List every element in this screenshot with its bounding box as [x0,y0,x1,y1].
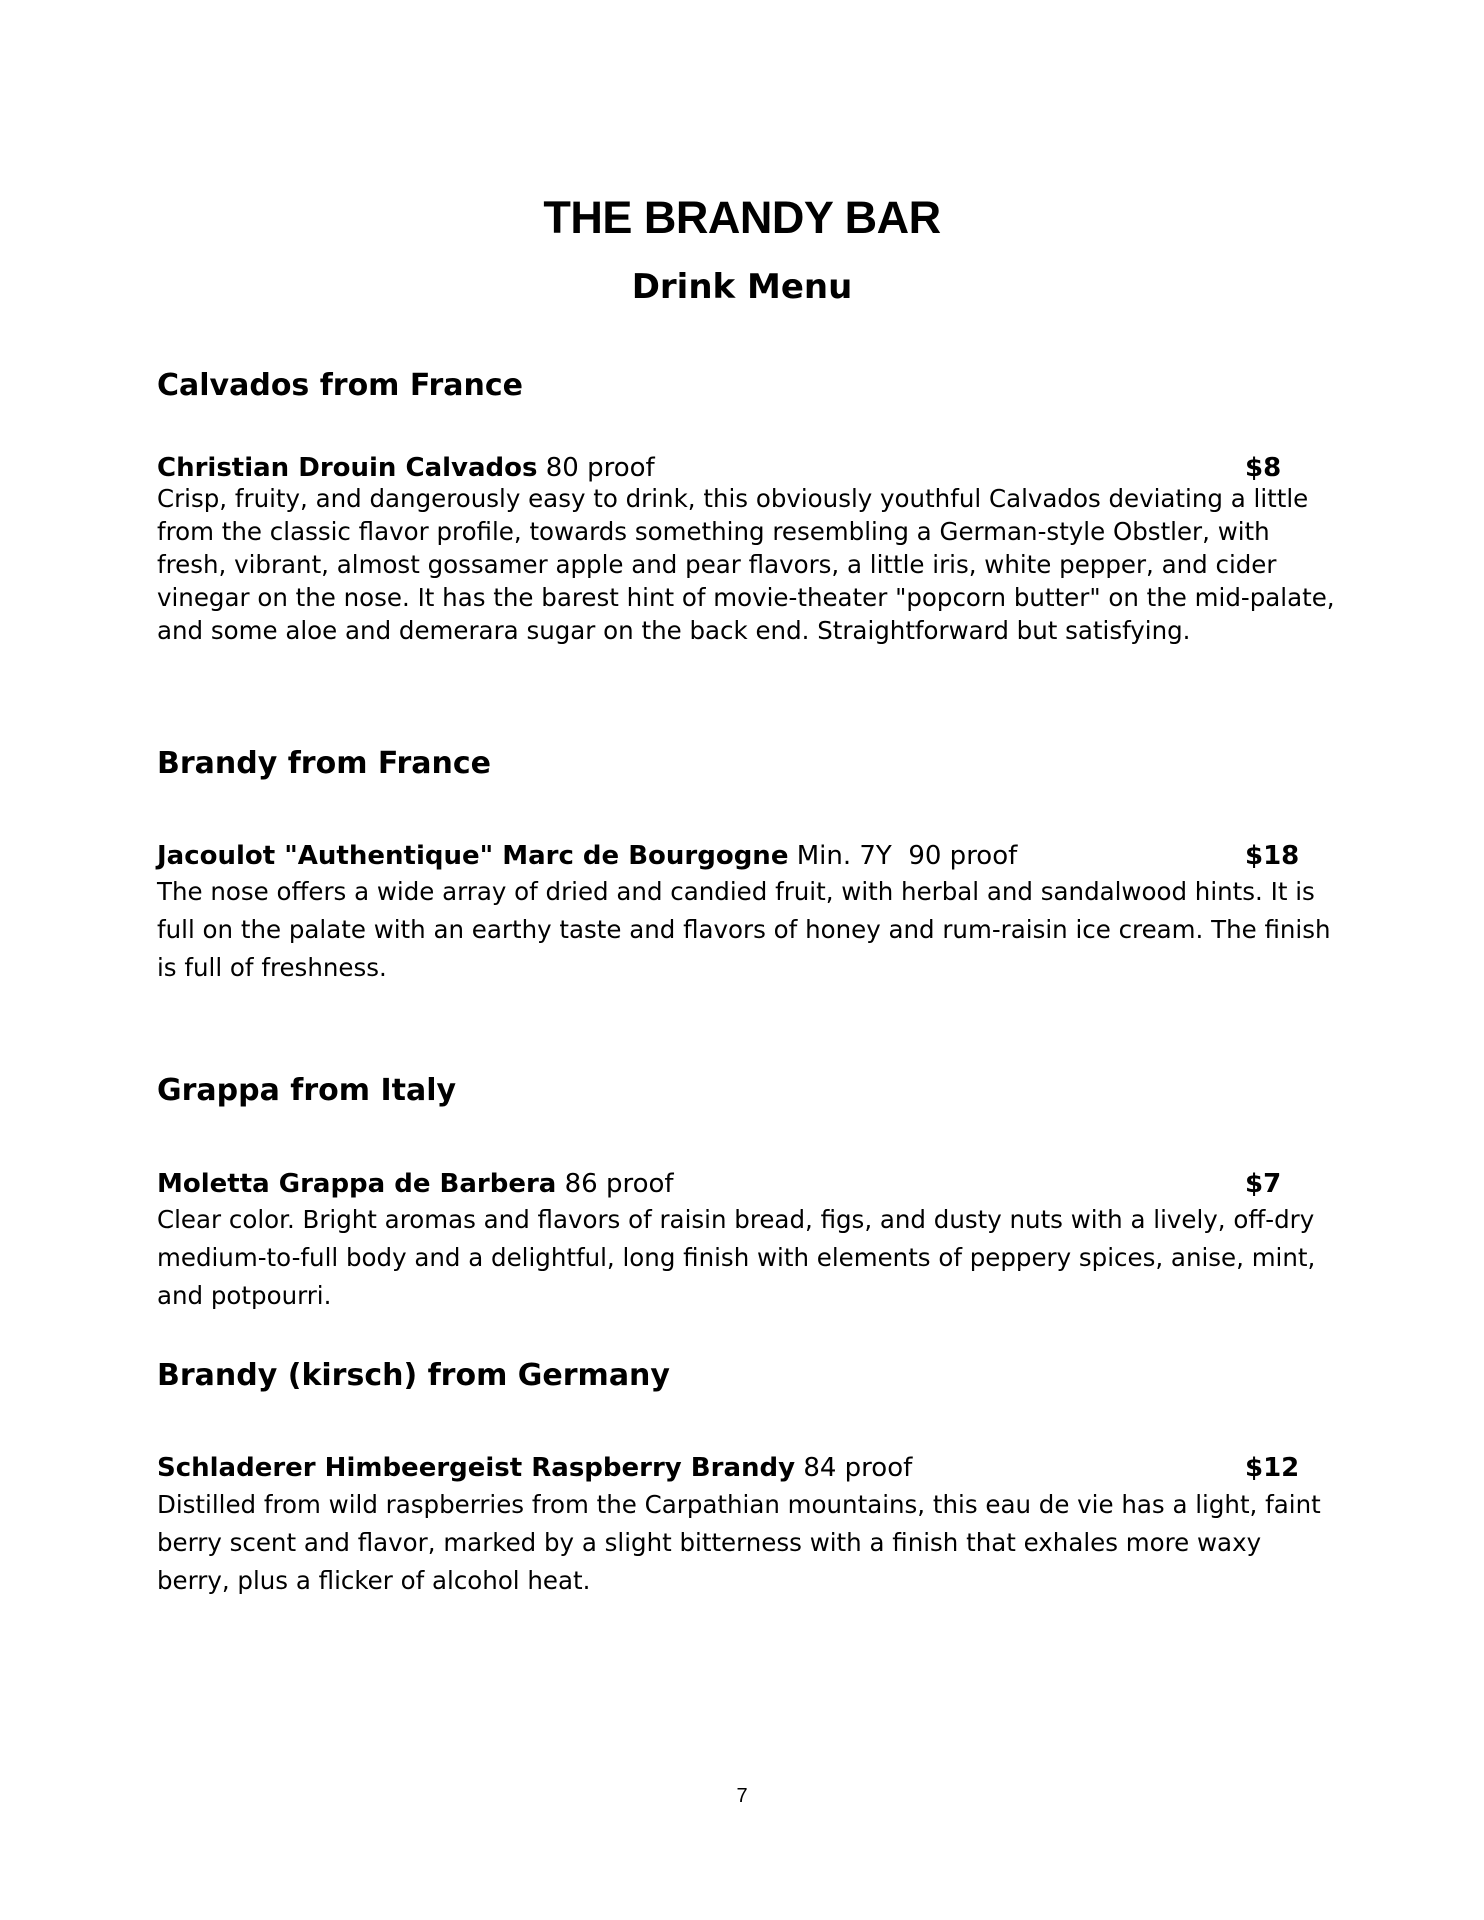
item-price: $8 [1245,453,1282,483]
section-heading-calvados: Calvados from France [157,368,523,403]
item-description: Crisp, fruity, and dangerously easy to drink, this obviously youthful Calvados deviating a little from the classic flavor profile, towards something resembling a German-style Obstler, with fresh, vibrant, almost gossamer apple and pear flavors, a little iris, white pepper, and cider vinegar on the nose. It has the barest hint of movie-theater "popcorn butter" on the mid-palate, and some aloe and demerara sugar on the back end. Straightforward but satisfying. [157,484,1335,645]
page-title: THE BRANDY BAR [543,192,941,243]
item-proof: 80 proof [545,453,655,483]
item-name: Jacoulot "Authentique" Marc de Bourgogne [157,841,789,871]
item-price: $12 [1245,1453,1300,1483]
item-name: Moletta Grappa de Barbera [157,1169,557,1199]
page-number: 7 [736,1785,748,1807]
menu-item-jacoulot [157,840,1300,872]
item-proof: 86 proof [564,1169,674,1199]
item-price: $7 [1245,1169,1282,1199]
menu-item-schladerer [157,1452,1300,1484]
page-subtitle: Drink Menu [631,267,853,307]
item-name: Schladerer Himbeergeist Raspberry Brandy [157,1453,796,1483]
item-description: The nose offers a wide array of dried and candied fruit, with herbal and sandalwood hints. It is full on the palate with an earthy taste and flavors of honey and rum-raisin ice cream. The finish is full of freshness. [157,877,1331,982]
item-description: Distilled from wild raspberries from the Carpathian mountains, this eau de vie has a light, faint berry scent and flavor, marked by a slight bitterness with a finish that exhales more waxy berry, plus a flicker of alcohol heat. [157,1490,1321,1595]
item-description: Clear color. Bright aromas and flavors of raisin bread, figs, and dusty nuts with a lively, off-dry medium-to-full body and a delightful, long finish with elements of peppery spices, anise, mint, and potpourri. [157,1205,1316,1310]
item-price: $18 [1245,841,1300,871]
item-name: Christian Drouin Calvados [157,453,538,483]
section-heading-kirsch: Brandy (kirsch) from Germany [157,1358,670,1393]
section-heading-grappa: Grappa from Italy [157,1073,457,1108]
section-heading-brandy-france: Brandy from France [157,746,491,781]
menu-item-christian-drouin [157,452,1297,484]
item-proof: 84 proof [803,1453,913,1483]
item-proof: Min. 7Y 90 proof [796,841,1018,871]
menu-item-moletta [157,1168,1297,1200]
